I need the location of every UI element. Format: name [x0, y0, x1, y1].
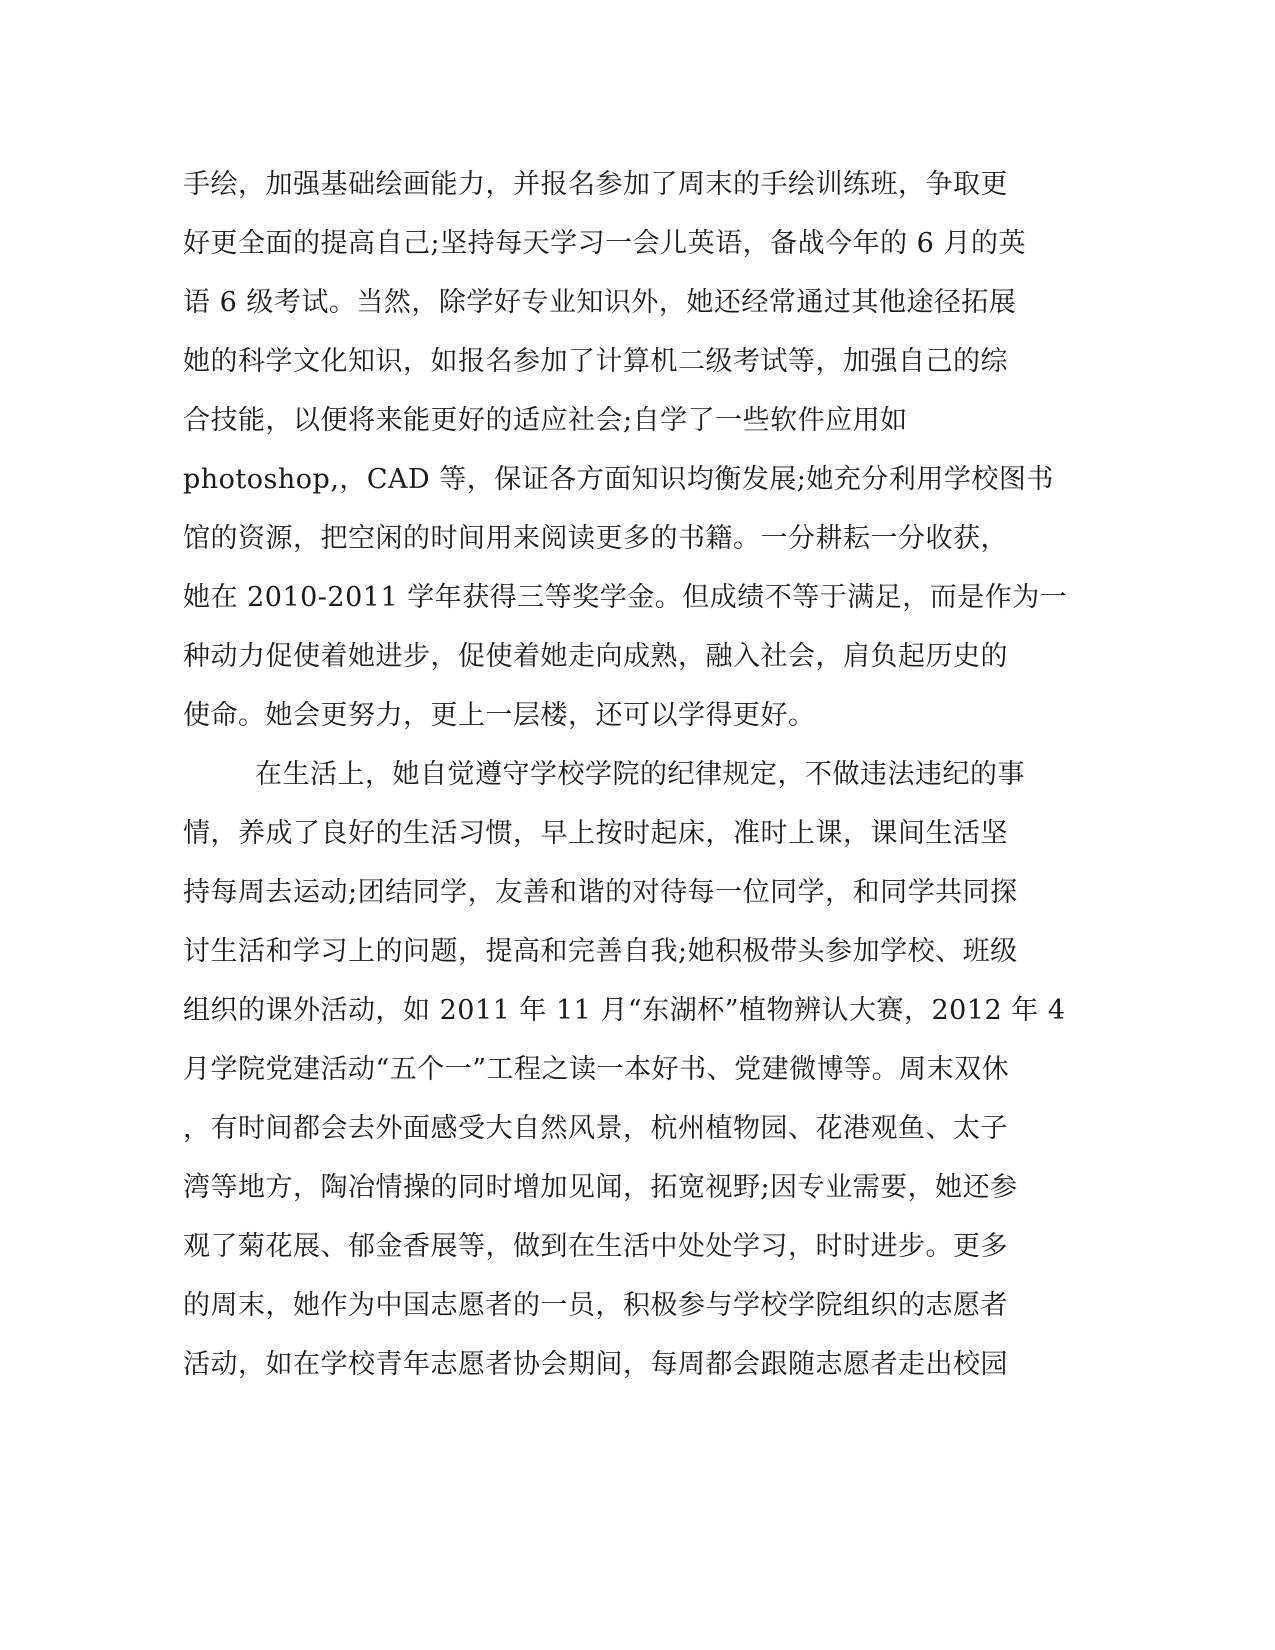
text-line: 活动，如在学校青年志愿者协会期间，每周都会跟随志愿者走出校园 — [183, 1349, 1008, 1380]
text-line: 她在 2010-2011 学年获得三等奖学金。但成绩不等于满足，而是作为一 — [183, 582, 1068, 613]
body-text — [183, 155, 1068, 1394]
text-line: 持每周去运动;团结同学，友善和谐的对待每一位同学，和同学共同探 — [183, 877, 1018, 908]
text-line: 手绘，加强基础绘画能力，并报名参加了周末的手绘训练班，争取更 — [183, 169, 1008, 200]
text-line: 她的科学文化知识，如报名参加了计算机二级考试等，加强自己的综 — [183, 346, 1008, 377]
text-line: 使命。她会更努力，更上一层楼，还可以学得更好。 — [183, 700, 816, 731]
text-line: 语 6 级考试。当然，除学好专业知识外，她还经常通过其他途径拓展 — [183, 287, 1017, 318]
text-line: 种动力促使着她进步，促使着她走向成熟，融入社会，肩负起历史的 — [183, 641, 1008, 672]
paragraph-start-line: 在生活上，她自觉遵守学校学院的纪律规定，不做违法违纪的事 — [255, 759, 1025, 790]
text-line: 馆的资源，把空闲的时间用来阅读更多的书籍。一分耕耘一分收获， — [183, 523, 1008, 554]
text-line: 情，养成了良好的生活习惯，早上按时起床，准时上课，课间生活坚 — [183, 818, 1008, 849]
text-line: 合技能，以便将来能更好的适应社会;自学了一些软件应用如 — [183, 405, 908, 436]
text-line: 讨生活和学习上的问题，提高和完善自我;她积极带头参加学校、班级 — [183, 936, 1018, 967]
text-line: 湾等地方，陶冶情操的同时增加见闻，拓宽视野;因专业需要，她还参 — [183, 1172, 1018, 1203]
text-line: 的周末，她作为中国志愿者的一员，积极参与学校学院组织的志愿者 — [183, 1290, 1008, 1321]
text-line: photoshop,，CAD 等，保证各方面知识均衡发展;她充分利用学校图书 — [183, 464, 1054, 495]
text-line: ，有时间都会去外面感受大自然风景，杭州植物园、花港观鱼、太子 — [183, 1113, 1008, 1144]
text-line: 组织的课外活动，如 2011 年 11 月“东湖杯”植物辨认大赛，2012 年 4 — [183, 995, 1066, 1026]
text-line: 好更全面的提高自己;坚持每天学习一会儿英语，备战今年的 6 月的英 — [183, 228, 1026, 259]
text-line: 月学院党建活动“五个一”工程之读一本好书、党建微博等。周末双休 — [183, 1054, 1010, 1085]
text-line: 观了菊花展、郁金香展等，做到在生活中处处学习，时时进步。更多 — [183, 1231, 1008, 1262]
